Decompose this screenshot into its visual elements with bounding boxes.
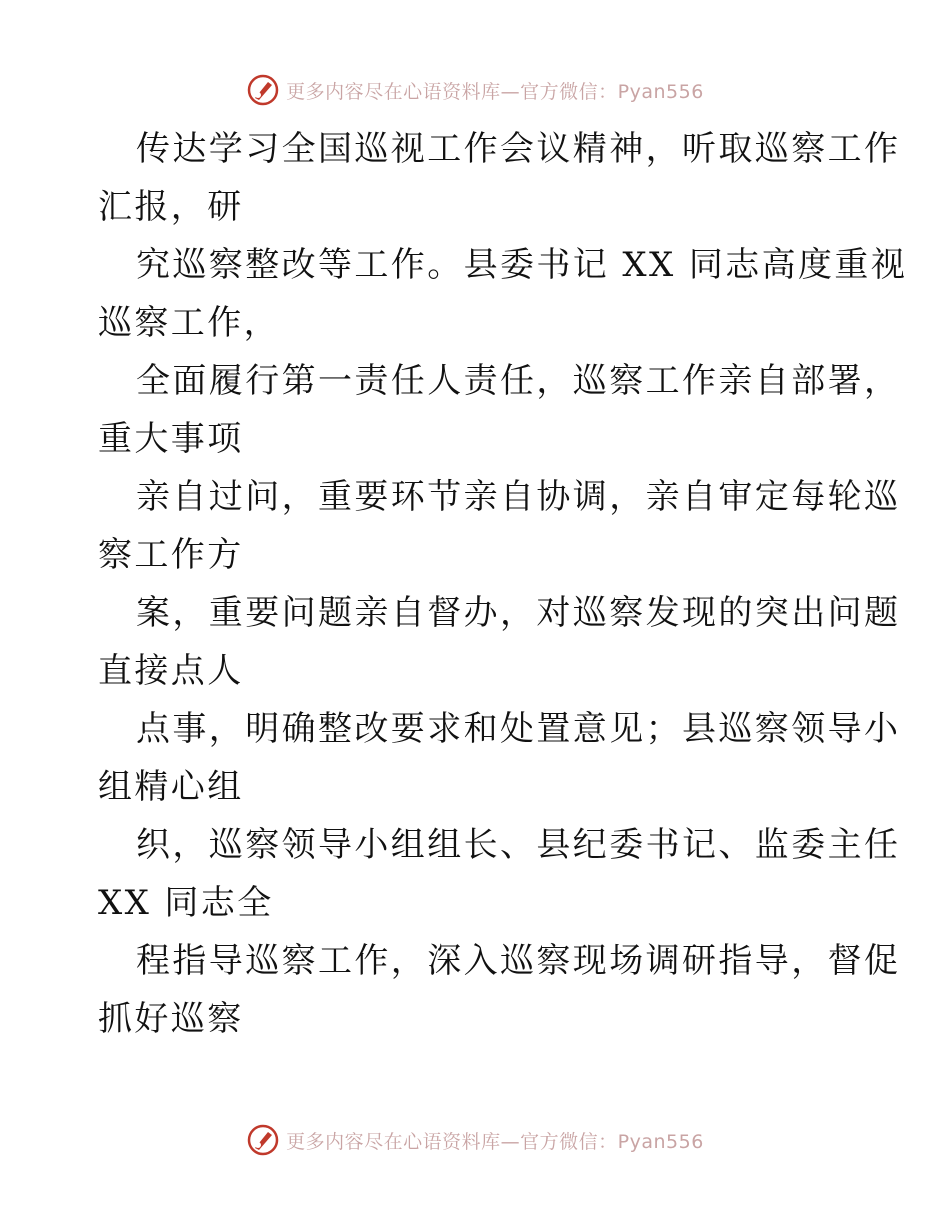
body-line: 察工作方: [98, 535, 244, 575]
body-line: 全面履行第一责任人责任，巡察工作亲自部署，: [136, 361, 901, 401]
footer-banner: [0, 1120, 950, 1160]
document-body: [98, 120, 908, 1048]
body-line: 传达学习全国巡视工作会议精神，听取巡察工作: [136, 129, 901, 169]
header-banner: [0, 70, 950, 110]
body-line: 汇报，研: [98, 187, 244, 227]
body-line: 织，巡察领导小组组长、县纪委书记、监委主任: [136, 825, 901, 865]
body-line: 点事，明确整改要求和处置意见；县巡察领导小: [136, 709, 901, 749]
footer-banner-text: 更多内容尽在心语资料库—官方微信：Pyan556: [286, 1130, 704, 1153]
quill-logo-icon: [246, 1123, 280, 1157]
body-line: 组精心组: [98, 767, 244, 807]
body-line: 直接点人: [98, 651, 244, 691]
body-line: 巡察工作，: [98, 303, 280, 343]
body-line: 抓好巡察: [98, 999, 244, 1039]
body-line: 重大事项: [98, 419, 244, 459]
quill-logo-icon: [246, 73, 280, 107]
body-line: 亲自过问，重要环节亲自协调，亲自审定每轮巡: [136, 477, 901, 517]
body-line: 究巡察整改等工作。县委书记 XX 同志高度重视: [136, 245, 908, 285]
body-line: 案，重要问题亲自督办，对巡察发现的突出问题: [136, 593, 901, 633]
body-line: 程指导巡察工作，深入巡察现场调研指导，督促: [136, 941, 901, 981]
body-line: XX 同志全: [98, 883, 274, 923]
header-banner-text: 更多内容尽在心语资料库—官方微信：Pyan556: [286, 80, 704, 103]
